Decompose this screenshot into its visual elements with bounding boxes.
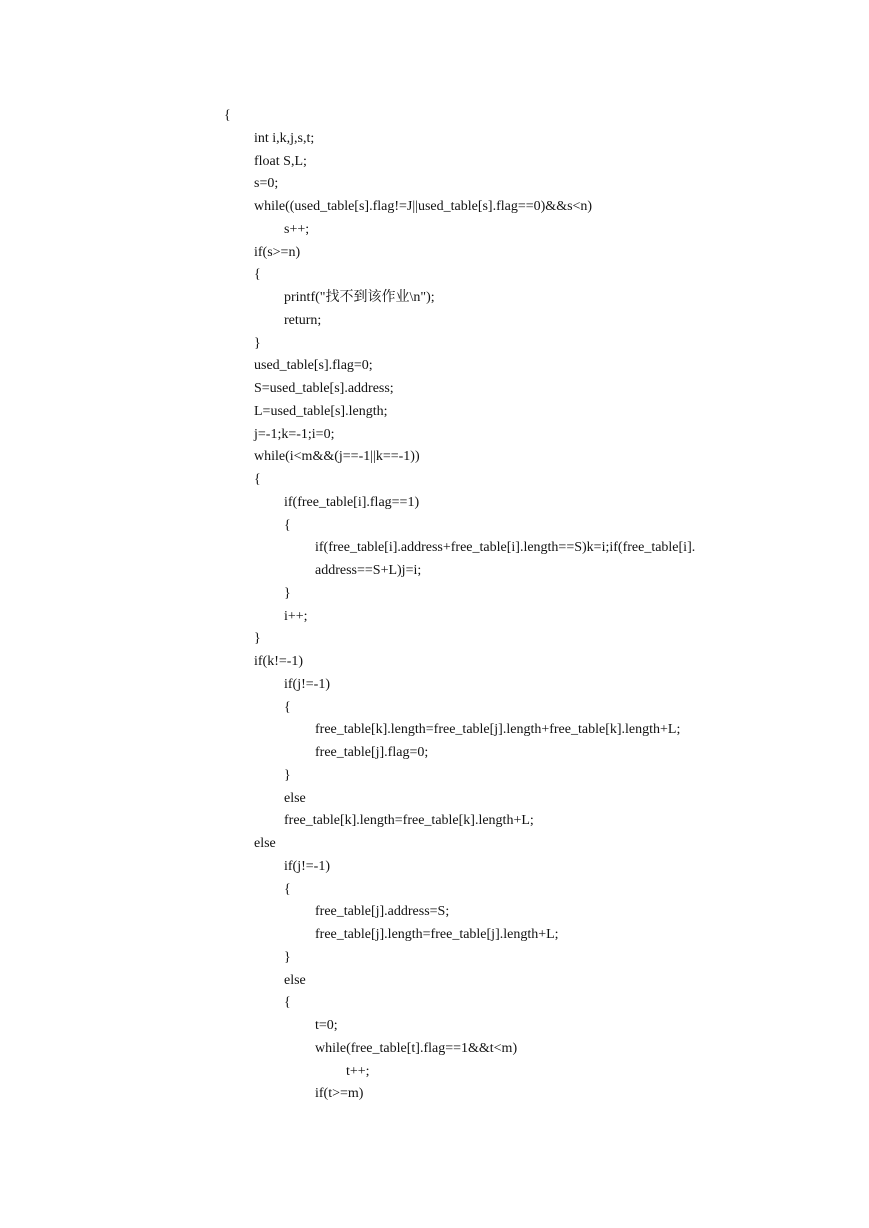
code-line: used_table[s].flag=0; — [254, 358, 373, 374]
code-line: free_table[k].length=free_table[k].length+L; — [284, 813, 534, 829]
code-line: if(s>=n) — [254, 244, 301, 260]
code-line: S=used_table[s].address; — [254, 381, 394, 396]
code-line: t++; — [346, 1063, 370, 1079]
code-line: { — [284, 995, 291, 1011]
code-listing — [224, 105, 824, 1106]
code-line: if(free_table[i].address+free_table[i].length==S)k=i;if(free_table[i]. — [315, 540, 696, 556]
code-line: { — [224, 108, 231, 123]
code-line: else — [254, 836, 276, 851]
code-line: { — [284, 699, 291, 715]
code-line: address==S+L)j=i; — [315, 563, 422, 578]
code-line: s++; — [284, 221, 310, 237]
code-line: printf("找不到该作业\n"); — [284, 290, 435, 305]
code-line: int i,k,j,s,t; — [254, 130, 315, 146]
code-line: { — [284, 517, 291, 533]
code-line: } — [284, 949, 291, 965]
code-line: { — [254, 472, 261, 487]
code-line: j=-1;k=-1;i=0; — [254, 426, 335, 442]
code-line: else — [284, 972, 306, 988]
code-line: if(k!=-1) — [254, 654, 304, 669]
code-line: free_table[k].length=free_table[j].length+free_table[k].length+L; — [315, 722, 681, 738]
code-line: } — [254, 631, 261, 647]
code-line: if(j!=-1) — [284, 858, 330, 874]
code-line: else — [284, 790, 306, 806]
code-line: while((used_table[s].flag!=J||used_table[s].flag==0)&&s<n) — [254, 199, 593, 214]
code-line: return; — [284, 312, 322, 328]
code-line: if(t>=m) — [315, 1086, 364, 1102]
code-line: free_table[j].address=S; — [315, 904, 450, 920]
code-line: float S,L; — [254, 153, 307, 169]
code-line: L=used_table[s].length; — [254, 403, 388, 419]
code-line: { — [254, 267, 261, 283]
code-line: while(free_table[t].flag==1&&t<m) — [315, 1040, 518, 1056]
code-line: if(j!=-1) — [284, 676, 330, 692]
code-line: t=0; — [315, 1018, 338, 1033]
code-line: free_table[j].flag=0; — [315, 745, 429, 760]
code-line: { — [284, 881, 291, 897]
code-line: s=0; — [254, 176, 279, 192]
code-line: free_table[j].length=free_table[j].length+L; — [315, 927, 559, 942]
code-line: } — [284, 767, 291, 783]
code-line: i++; — [284, 608, 308, 624]
code-line: if(free_table[i].flag==1) — [284, 494, 420, 510]
code-line: } — [254, 335, 261, 351]
code-line: while(i<m&&(j==-1||k==-1)) — [254, 449, 420, 465]
code-line: } — [284, 585, 291, 601]
